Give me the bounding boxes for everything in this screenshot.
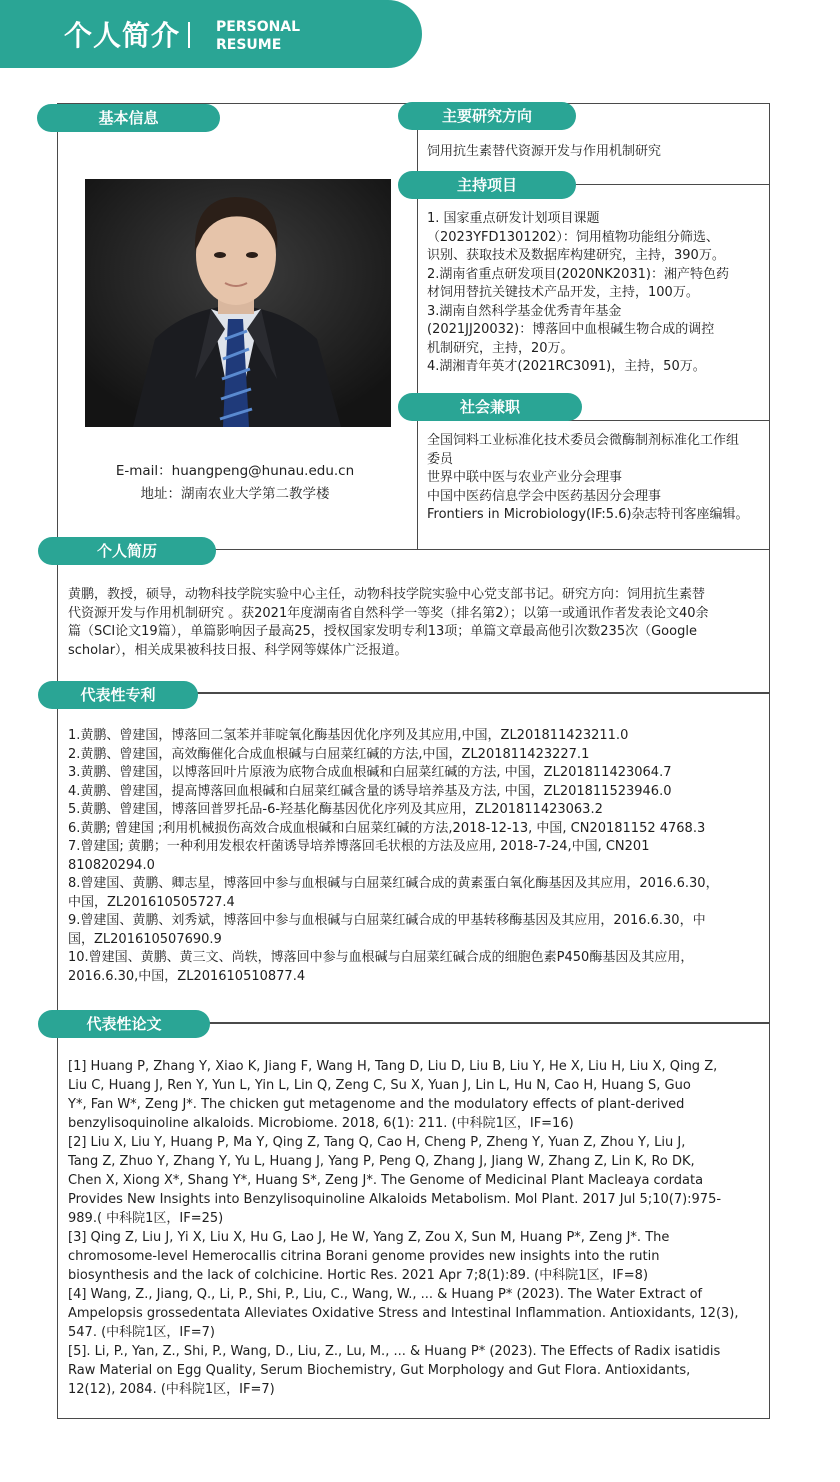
list-item: 7.曾建国; 黄鹏；一种利用发根农杆菌诱导培养博落回毛状根的方法及应用, 2018-7-24,中国, CN201 <box>68 839 650 854</box>
section-projects: 主持项目 <box>398 171 576 199</box>
list-item: 547. (中科院1区，IF=7) <box>68 1325 215 1340</box>
list-item: [2] Liu X, Liu Y, Huang P, Ma Y, Qing Z, Tang Q, Cao H, Cheng P, Zheng Y, Yuan Z, Zhou Y, Liu J, <box>68 1135 686 1150</box>
research-text: 饲用抗生素替代资源开发与作用机制研究 <box>427 144 662 159</box>
section-social: 社会兼职 <box>398 393 582 421</box>
resume-line: 黄鹏，教授，硕导，动物科技学院实验中心主任，动物科技学院实验中心党支部书记。研究方向：饲用抗生素替 <box>68 587 706 602</box>
list-item: 810820294.0 <box>68 857 155 873</box>
list-item: 中国，ZL201610505727.4 <box>68 894 235 910</box>
section-papers: 代表性论文 <box>38 1010 210 1038</box>
subtitle-line-2: RESUME <box>216 37 282 53</box>
list-item: 全国饲料工业标准化技术委员会微酶制剂标准化工作组 <box>427 433 740 448</box>
list-item: [3] Qing Z, Liu J, Yi X, Liu X, Hu G, Lao J, He W, Yang Z, Zou X, Sun M, Huang P*, Zeng J*. The <box>68 1230 670 1245</box>
list-item: 12(12), 2084. (中科院1区，IF=7) <box>68 1382 275 1397</box>
list-item: 6.黄鹏; 曾建国 ;利用机械损伤高效合成血根碱和白屈菜红碱的方法,2018-12-13, 中国, CN20181152 4768.3 <box>68 820 706 836</box>
section-basic-info: 基本信息 <box>37 104 220 132</box>
section-resume: 个人简历 <box>38 537 216 565</box>
list-item: benzylisoquinoline alkaloids. Microbiome. 2018, 6(1): 211. (中科院1区，IF=16) <box>68 1116 574 1131</box>
list-item: 识别、获取技术及数据库构建研究，主持，390万。 <box>427 248 725 263</box>
list-item: Tang Z, Zhuo Y, Zhang Y, Yu L, Huang J, Yang P, Peng Q, Zhang J, Jiang W, Zhang Z, Lin K, Ro DK, <box>68 1154 695 1169</box>
list-item: 中国中医药信息学会中医药基因分会理事 <box>427 488 662 504</box>
list-item: Ampelopsis grossedentata Alleviates Oxidative Stress and Intestinal Inflammation. Antioxidants, 12(3), <box>68 1306 739 1321</box>
social-list <box>427 432 767 525</box>
resume-line: 篇（SCI论文19篇），单篇影响因子最高25，授权国家发明专利13项；单篇文章最高他引次数235次（Google <box>68 624 697 639</box>
projects-list <box>427 210 767 377</box>
section-patents: 代表性专利 <box>38 681 198 709</box>
list-item: 世界中联中医与农业产业分会理事 <box>427 470 623 485</box>
list-item: Chen X, Xiong X*, Shang Y*, Huang S*, Zeng J*. The Genome of Medicinal Plant Macleaya cordata <box>68 1173 704 1188</box>
page-subtitle <box>216 18 300 54</box>
list-item: [1] Huang P, Zhang Y, Xiao K, Jiang F, Wang H, Tang D, Liu D, Liu B, Liu Y, He X, Liu H, Liu X, Qing Z, <box>68 1059 718 1074</box>
list-item: biosynthesis and the lack of colchicine. Hortic Res. 2021 Apr 7;8(1):89. (中科院1区，IF=8) <box>68 1268 649 1283</box>
list-item: Provides New Insights into Benzylisoquinoline Alkaloids Metabolism. Mol Plant. 2017 Jul 5;10(7):975- <box>68 1192 722 1207</box>
profile-photo <box>85 179 391 427</box>
papers-list <box>68 1057 766 1399</box>
title-divider <box>188 22 190 48</box>
list-item: 2.湖南省重点研发项目(2020NK2031)：湘产特色药 <box>427 266 729 282</box>
list-item: 1. 国家重点研发计划项目课题 <box>427 211 600 226</box>
list-item: 3.黄鹏、曾建国，以博落回叶片原液为底物合成血根碱和白屈菜红碱的方法, 中国，ZL201811423064.7 <box>68 765 672 780</box>
list-item: 4.湖湘青年英才(2021RC3091)，主持，50万。 <box>427 359 706 374</box>
page-title: 个人简介 <box>64 19 181 52</box>
list-item: Y*, Fan W*, Zeng J*. The chicken gut metagenome and the modulatory effects of plant-derived <box>68 1097 685 1112</box>
list-item: (2021JJ20032)：博落回中血根碱生物合成的调控 <box>427 322 715 337</box>
resume-line: scholar），相关成果被科技日报、科学网等媒体广泛报道。 <box>68 642 408 658</box>
list-item: 1.黄鹏、曾建国，博落回二氢苯并菲啶氧化酶基因优化序列及其应用,中国，ZL201811423211.0 <box>68 728 629 743</box>
patents-list <box>68 727 766 986</box>
list-item: [5]. Li, P., Yan, Z., Shi, P., Wang, D., Liu, Z., Lu, M., ... & Huang P* (2023). The Effects of Radix isatidis <box>68 1344 721 1359</box>
contact-address: 地址：湖南农业大学第二教学楼 <box>140 486 330 502</box>
list-item: 4.黄鹏、曾建国，提高博落回血根碱和白屈菜红碱含量的诱导培养基及方法, 中国，ZL201811523946.0 <box>68 783 672 799</box>
resume-text <box>68 586 764 660</box>
list-item: 国，ZL201610507690.9 <box>68 931 222 947</box>
list-item: 8.曾建国、黄鹏、卿志星，博落回中参与血根碱与白屈菜红碱合成的黄素蛋白氧化酶基因及其应用，2016.6.30， <box>68 876 719 891</box>
list-item: 10.曾建国、黄鹏、黄三文、尚轶，博落回中参与血根碱与白屈菜红碱合成的细胞色素P450酶基因及其应用， <box>68 950 694 965</box>
list-item: Frontiers in Microbiology(IF:5.6)杂志特刊客座编辑。 <box>427 507 749 522</box>
list-item: chromosome-level Hemerocallis citrina Borani genome provides new insights into the rutin <box>68 1249 660 1264</box>
contact-email: E-mail：huangpeng@hunau.edu.cn <box>115 463 355 479</box>
list-item: （2023YFD1301202）：饲用植物功能组分筛选、 <box>427 229 719 245</box>
list-item: 989.( 中科院1区，IF=25) <box>68 1211 224 1226</box>
resume-line: 代资源开发与作用机制研究 。获2021年度湖南省自然科学一等奖（排名第2）；以第一或通讯作者发表论文40余 <box>68 605 709 621</box>
list-item: 9.曾建国、黄鹏、刘秀斌，博落回中参与血根碱与白屈菜红碱合成的甲基转移酶基因及其应用，2016.6.30，中 <box>68 913 706 928</box>
list-item: 2016.6.30,中国，ZL201610510877.4 <box>68 968 306 984</box>
list-item: [4] Wang, Z., Jiang, Q., Li, P., Shi, P., Liu, C., Wang, W., ... & Huang P* (2023). The Water Extract of <box>68 1287 703 1302</box>
list-item: 2.黄鹏、曾建国，高效酶催化合成血根碱与白屈菜红碱的方法,中国，ZL201811423227.1 <box>68 746 590 762</box>
list-item: Liu C, Huang J, Ren Y, Yun L, Yin L, Lin Q, Zeng C, Su X, Yuan J, Lin L, Hu N, Cao H, Huang S, Guo <box>68 1078 691 1093</box>
list-item: 5.黄鹏、曾建国，博落回普罗托品-6-羟基化酶基因优化序列及其应用，ZL201811423063.2 <box>68 802 603 817</box>
list-item: 材饲用替抗关键技术产品开发，主持，100万。 <box>427 285 699 300</box>
subtitle-line-1: PERSONAL <box>216 19 301 35</box>
header-banner <box>0 0 422 68</box>
list-item: 机制研究，主持，20万。 <box>427 340 574 356</box>
list-item: 3.湖南自然科学基金优秀青年基金 <box>427 303 622 319</box>
list-item: Raw Material on Egg Quality, Serum Biochemistry, Gut Morphology and Gut Flora. Antioxidants, <box>68 1363 691 1378</box>
portrait-illustration <box>85 179 391 427</box>
list-item: 委员 <box>427 451 454 467</box>
section-research: 主要研究方向 <box>398 102 576 130</box>
